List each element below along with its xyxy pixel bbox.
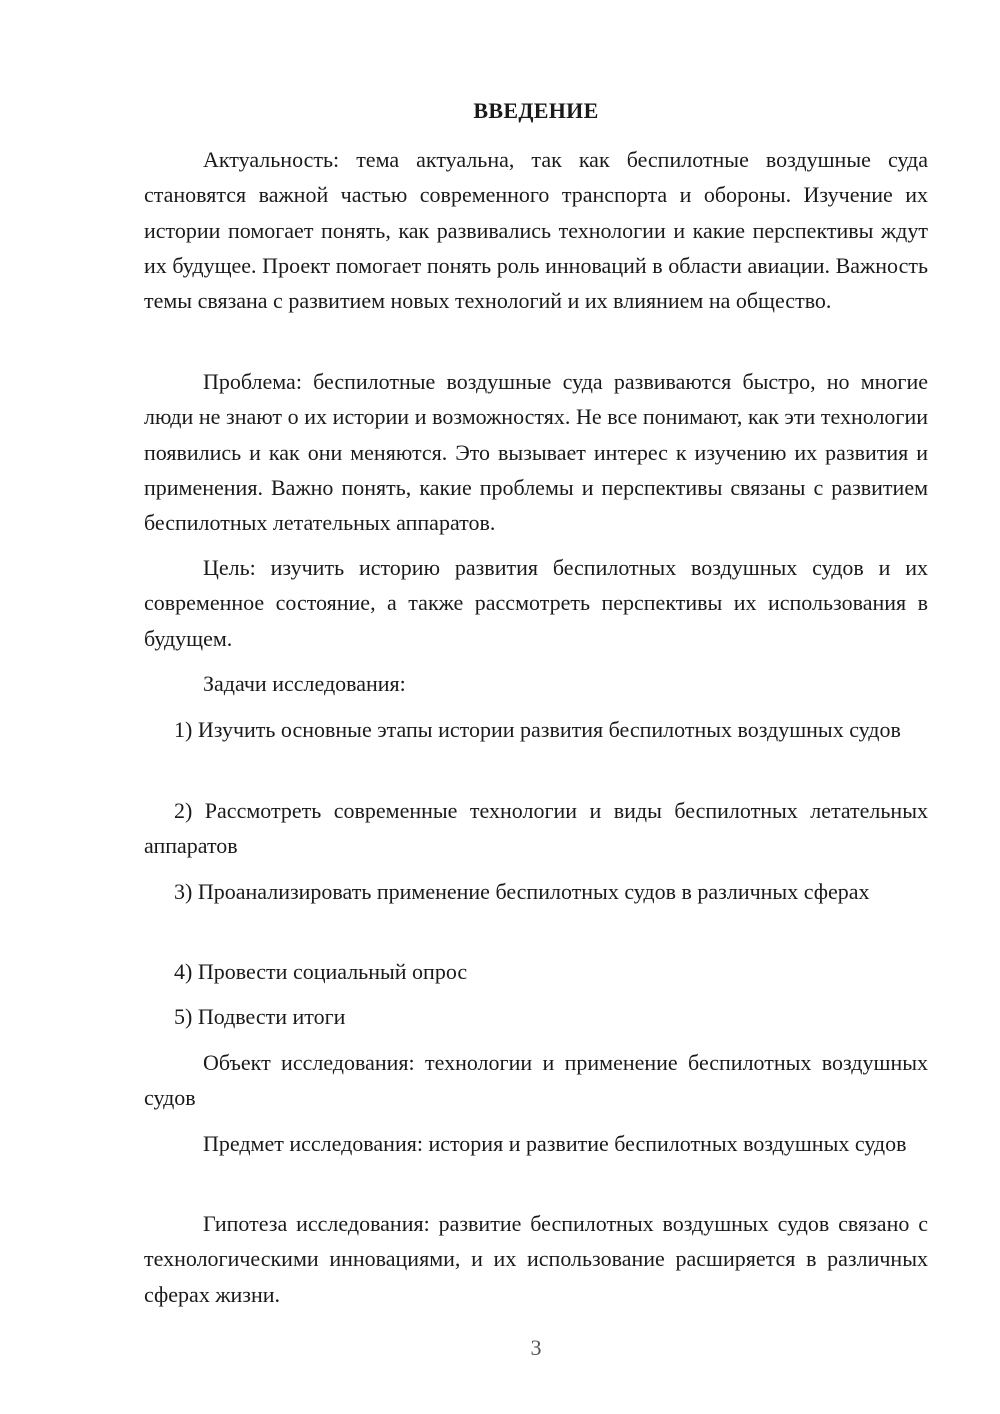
task-item-3: 3) Проанализировать применение беспилотных судов в различных сферах: [174, 879, 870, 904]
task-item-1: 1) Изучить основные этапы истории развития беспилотных воздушных судов: [174, 717, 901, 742]
page-number: 3: [530, 1335, 542, 1360]
task-item-2: 2) Рассмотреть современные технологии и виды беспилотных летательных аппаратов: [144, 798, 928, 859]
task-item-5: 5) Подвести итоги: [174, 1004, 346, 1029]
tasks-heading: Задачи исследования:: [203, 671, 406, 696]
hypothesis-paragraph: Гипотеза исследования: развитие беспилотных воздушных судов связано с технологическими инновациями, и их использование расширяется в различных сферах жизни.: [144, 1211, 928, 1307]
relevance-paragraph: Актуальность: тема актуальна, так как беспилотные воздушные суда становятся важной частью современного транспорта и обороны. Изучение их истории помогает понять, как развивались технологии и какие перспективы ждут их будущее. Проект помогает понять роль инноваций в области авиации. Важность темы связана с развитием новых технологий и их влиянием на общество.: [144, 147, 928, 314]
goal-paragraph: Цель: изучить историю развития беспилотных воздушных судов и их современное состояние, а также рассмотреть перспективы их использования в будущем.: [144, 555, 928, 651]
problem-paragraph: Проблема: беспилотные воздушные суда развиваются быстро, но многие люди не знают о их истории и возможностях. Не все понимают, как эти технологии появились и как они меняются. Это вызывает интерес к изучению их развития и применения. Важно понять, какие проблемы и перспективы связаны с развитием беспилотных летательных аппаратов.: [144, 369, 928, 536]
object-paragraph: Объект исследования: технологии и применение беспилотных воздушных судов: [144, 1050, 928, 1111]
page-title: ВВЕДЕНИЕ: [473, 98, 599, 123]
subject-paragraph: Предмет исследования: история и развитие беспилотных воздушных судов: [203, 1131, 907, 1156]
task-item-4: 4) Провести социальный опрос: [174, 959, 468, 984]
